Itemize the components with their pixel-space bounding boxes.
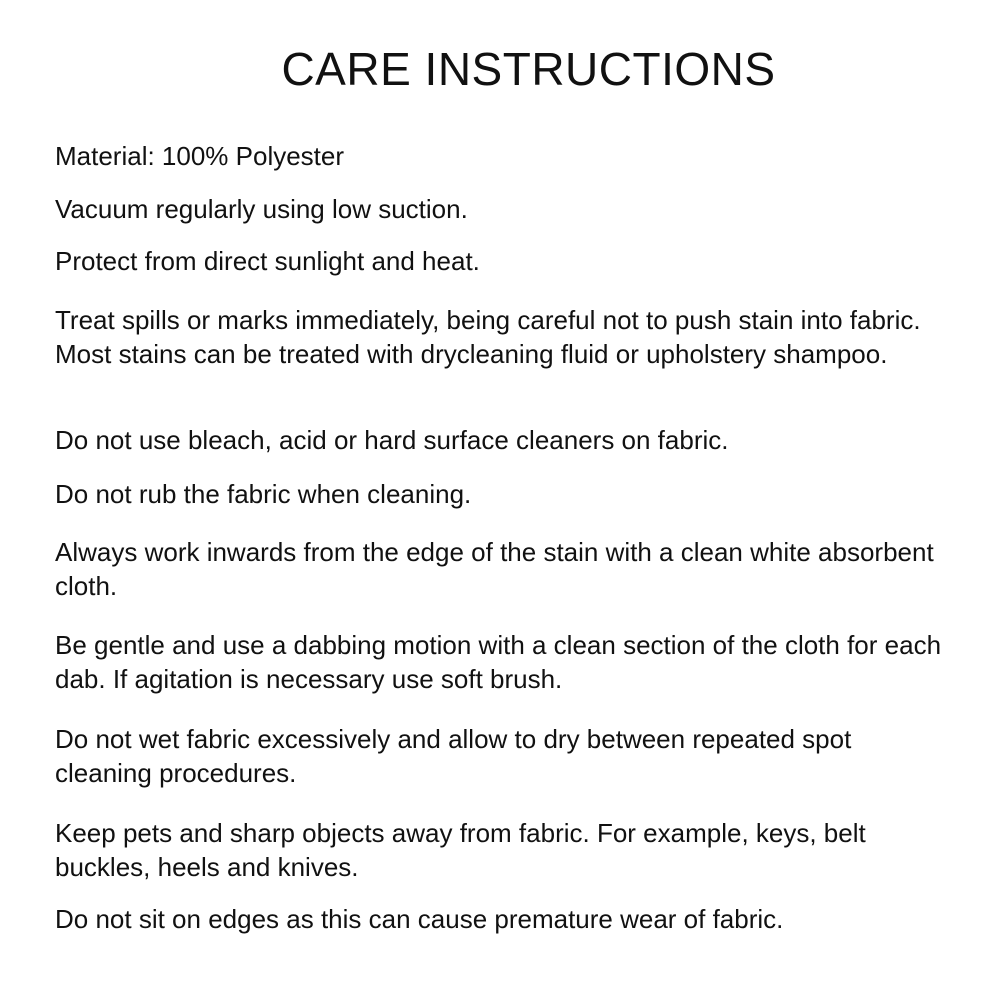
instruction-spills: Treat spills or marks immediately, being careful not to push stain into fabric. Most stains can be treated with drycleaning fluid or upholstery shampoo.: [55, 305, 921, 369]
instruction-work-inwards: Always work inwards from the edge of the stain with a clean white absorbent cloth.: [55, 537, 934, 601]
instruction-no-wet: Do not wet fabric excessively and allow to dry between repeated spot cleaning procedures.: [55, 724, 852, 788]
instruction-dabbing: Be gentle and use a dabbing motion with a clean section of the cloth for each dab. If agitation is necessary use soft brush.: [55, 630, 942, 694]
instruction-no-rub: Do not rub the fabric when cleaning.: [55, 479, 472, 509]
instruction-vacuum: Vacuum regularly using low suction.: [55, 194, 468, 224]
instruction-sunlight: Protect from direct sunlight and heat.: [55, 246, 480, 276]
instruction-edges: Do not sit on edges as this can cause premature wear of fabric.: [55, 904, 784, 934]
page-title: CARE INSTRUCTIONS: [281, 43, 776, 95]
instruction-no-bleach: Do not use bleach, acid or hard surface cleaners on fabric.: [55, 425, 729, 455]
instruction-pets: Keep pets and sharp objects away from fabric. For example, keys, belt buckles, heels and knives.: [55, 818, 866, 882]
instruction-material: Material: 100% Polyester: [55, 141, 345, 171]
